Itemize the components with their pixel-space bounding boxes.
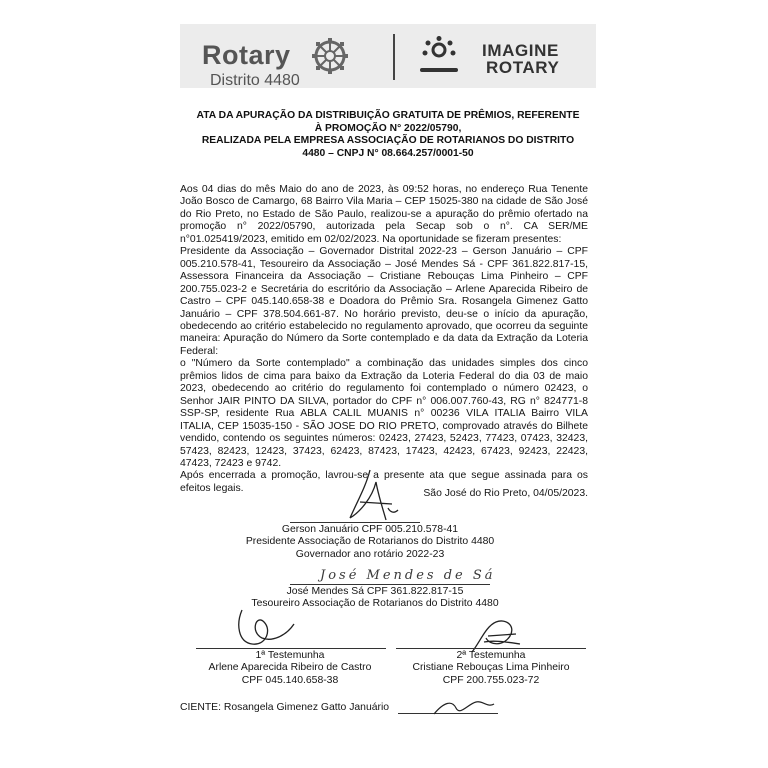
minutes-body: [180, 184, 588, 495]
body-line: ITALIA, CEP 15035-150 - SÃO JOSE DO RIO PRETO, comprovado através do Bilhete: [180, 420, 588, 432]
witness-name: Arlene Aparecida Ribeiro de Castro: [208, 662, 372, 674]
body-line: 2023, obedecendo ao critério do regulamento foi contemplado o número 02423, o: [180, 383, 588, 395]
document-title: [186, 110, 590, 160]
witness-label: 2ª Testemunha: [456, 650, 526, 661]
body-line: Senhor JAIR PINTO DA SILVA, portador do CPF n° 006.007.760-43, RG n° 824771-8: [180, 395, 588, 407]
body-line: o "Número da Sorte contemplado" a combinação das unidades simples dos cinco: [180, 358, 588, 370]
body-line: João Bosco de Camargo, 68 Bairro Vila Maria – CEP 15025-380 na cidade de São José: [180, 196, 588, 208]
body-line: Após encerrada a promoção, lavrou-se a presente ata que segue assinada para os: [180, 470, 588, 482]
body-line: Presidente da Associação – Governador Distrital 2022-23 – Gerson Januário – CPF: [180, 246, 588, 258]
president-signature-icon: [330, 468, 420, 528]
witness1-signature-line: [196, 648, 386, 649]
witness2-block: [366, 650, 616, 687]
imagine-word: IMAGINE: [482, 41, 559, 60]
imagine-rotary-wordmark: [482, 42, 559, 76]
rotary-wheel-icon: [312, 38, 348, 74]
district-label: Distrito 4480: [210, 72, 300, 89]
treasurer-handwritten-name: José Mendes de Sá: [320, 568, 496, 583]
body-line: SSP-SP, residente Rua ABLA CALIL MUANIS n° 00236 VILA ITALIA Bairro VILA: [180, 408, 588, 420]
witness2-signature-line: [396, 648, 586, 649]
title-line: ATA DA APURAÇÃO DA DISTRIBUIÇÃO GRATUITA DE PRÊMIOS, REFERENTE: [196, 110, 580, 121]
witness-name: Cristiane Rebouças Lima Pinheiro: [412, 662, 570, 674]
title-line: 4480 – CNPJ N° 08.664.257/0001-50: [302, 147, 474, 159]
witness-cpf: CPF 200.755.023-72: [442, 674, 540, 686]
imagine-dots-icon: [416, 36, 462, 76]
body-line: obedecendo ao critério estabelecido no regulamento aprovado, que ocorreu da seguinte: [180, 320, 588, 332]
body-line: Aos 04 dias do mês Maio do ano de 2023, às 09:52 horas, no endereço Rua Tenente: [180, 184, 588, 195]
witness1-signature-icon: [232, 604, 302, 650]
body-line: Federal:: [180, 345, 219, 357]
signatory-name: José Mendes Sá CPF 361.822.817-15: [286, 586, 464, 597]
place-date: São José do Rio Preto, 04/05/2023.: [423, 488, 588, 499]
body-line: 200.755.023-2 e Secretária do escritório da Associação – Arlene Aparecida Ribeiro de: [180, 283, 588, 295]
body-line: 57423, 82423, 12423, 37423, 62423, 87423, 17423, 42423, 67423, 92423, 22423,: [180, 445, 588, 457]
title-line: À PROMOÇÃO N° 2022/05790,: [314, 122, 462, 134]
body-line: efeitos legais.: [180, 482, 244, 494]
president-signature-line: [290, 522, 420, 523]
body-line: 005.210.578-41, Tesoureiro da Associação – José Mendes Sá - CPF 361.822.817-15,: [180, 258, 588, 270]
body-line: 47423, 72423 e 9742.: [180, 457, 282, 469]
signatory-role: Governador ano rotário 2022-23: [295, 548, 445, 560]
title-line: REALIZADA PELA EMPRESA ASSOCIAÇÃO DE ROTARIANOS DO DISTRITO: [201, 135, 575, 146]
signatory-role: Tesoureiro Associação de Rotarianos do Distrito 4480: [251, 598, 499, 610]
body-line: Assessora Financeira da Associação – Cristiane Rebouças Lima Pinheiro – CPF: [180, 271, 588, 283]
header-banner: [180, 24, 596, 88]
banner-divider: [393, 34, 395, 80]
body-line: vendido, contendo os seguintes números: 02423, 27423, 52423, 77423, 07423, 32423,: [180, 433, 588, 445]
body-line: do Rio Preto, no Estado de São Paulo, realizou-se a apuração do prêmio ofertado na: [180, 208, 588, 220]
body-line: Januário – CPF 378.504.661-87. No horário previsto, deu-se o início da apuração,: [180, 308, 588, 320]
body-line: n°01.025419/2023, emitido em 02/02/2023. Na oportunidade se fizeram presentes:: [180, 233, 562, 245]
signatory-name: Gerson Januário CPF 005.210.578-41: [281, 524, 459, 535]
rotary-word: ROTARY: [486, 58, 560, 77]
signatory-role: Presidente Associação de Rotarianos do Distrito 4480: [245, 536, 495, 548]
ciente-signature-icon: [430, 694, 500, 720]
body-line: maneira: Apuração do Número da Sorte contemplado e da data da Extração da Loteria: [180, 333, 588, 345]
body-line: prêmios lidos de cima para baixo da Extração da Loteria Federal do dia 03 de maio: [180, 370, 588, 382]
body-line: promoção n° 2022/05790, autorizada pela Secap sob o n°. CA SER/ME: [180, 221, 588, 233]
witness-label: 1ª Testemunha: [255, 650, 325, 661]
president-signature-block: [230, 524, 510, 561]
witness-cpf: CPF 045.140.658-38: [241, 674, 339, 686]
treasurer-signature-line: [290, 584, 490, 585]
body-line: Castro – CPF 045.140.658-38 e Doadora do Prêmio Sra. Rosangela Gimenez Gatto: [180, 296, 588, 308]
rotary-wordmark: Rotary: [202, 40, 291, 70]
ciente-line: CIENTE: Rosangela Gimenez Gatto Januário: [180, 702, 390, 713]
